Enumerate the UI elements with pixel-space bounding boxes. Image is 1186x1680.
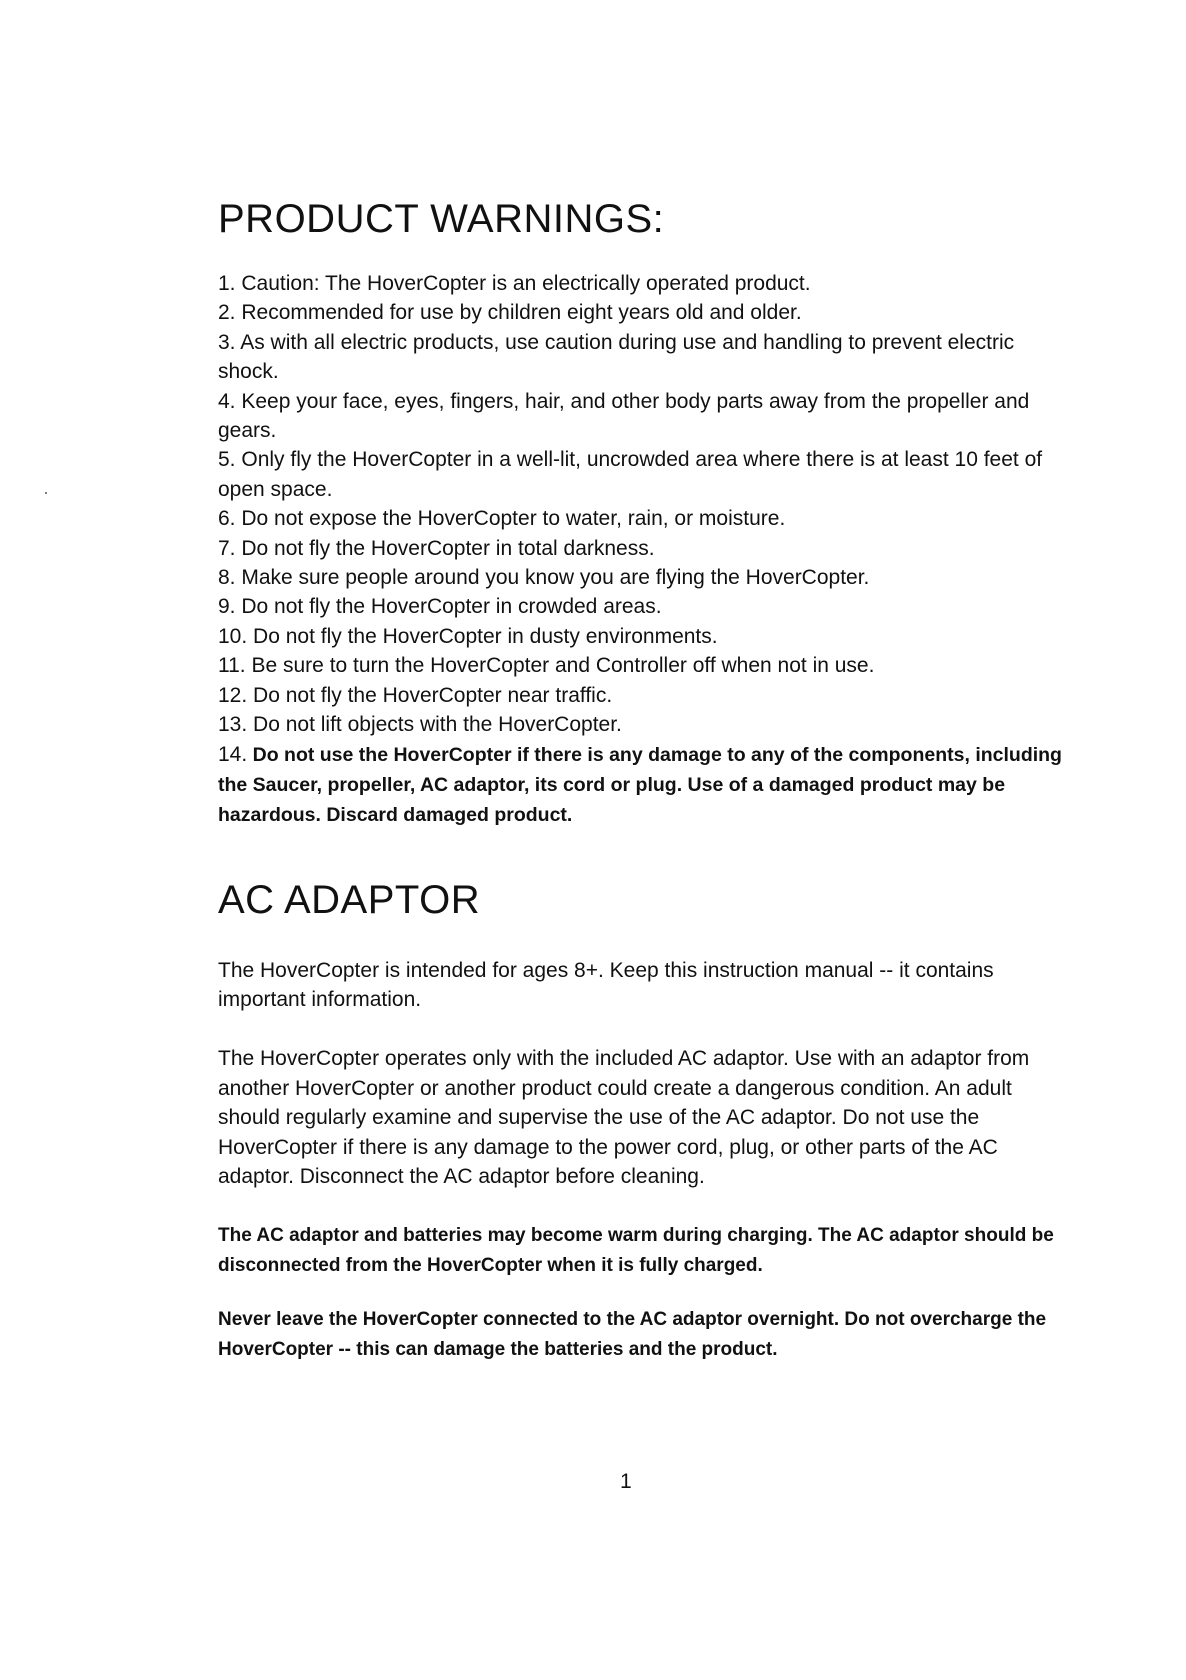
warning-item-7 <box>218 534 1068 563</box>
item-text: Do not fly the HoverCopter near traffic. <box>253 683 613 707</box>
warning-item-8 <box>218 563 1068 592</box>
warning-item-1 <box>218 269 1068 298</box>
warning-item-13 <box>218 710 1068 739</box>
warning-item-14 <box>218 740 1068 830</box>
ac-adaptor-intro-paragraph: The HoverCopter is intended for ages 8+. Keep this instruction manual -- it contains important information. <box>218 958 994 1011</box>
warning-item-6 <box>218 504 1068 533</box>
item-text: Do not use the HoverCopter if there is any damage to any of the components, including the Saucer, propeller, AC adaptor, its cord or plug. Use of a damaged product may be hazardous. Discard damaged product. <box>218 743 1062 826</box>
ac-adaptor-heading: AC ADAPTOR <box>218 877 481 922</box>
item-number: 2. <box>218 301 236 325</box>
item-number: 7. <box>218 536 236 560</box>
overnight-warning: Never leave the HoverCopter connected to the AC adaptor overnight. Do not overcharge the HoverCopter -- this can damage the batteries and the product. <box>218 1309 1047 1361</box>
item-number: 10. <box>218 624 248 648</box>
charging-warning: The AC adaptor and batteries may become warm during charging. The AC adaptor should be disconnected from the HoverCopter when it is fully charged. <box>218 1225 1054 1277</box>
item-number: 11. <box>218 654 246 678</box>
warning-item-10 <box>218 622 1068 651</box>
item-text: Do not fly the HoverCopter in total darkness. <box>241 536 655 560</box>
warning-item-5 <box>218 445 1068 504</box>
item-text: Do not lift objects with the HoverCopter. <box>253 713 622 737</box>
item-number: 13. <box>218 713 248 737</box>
page-content <box>218 195 1068 1389</box>
warnings-list <box>218 269 1068 830</box>
warning-item-3 <box>218 328 1068 387</box>
item-text: Keep your face, eyes, fingers, hair, and other body parts away from the propeller and gears. <box>218 389 1030 443</box>
warning-item-11 <box>218 651 1068 680</box>
ac-adaptor-usage-paragraph: The HoverCopter operates only with the included AC adaptor. Use with an adaptor from another HoverCopter or another product could create a dangerous condition. An adult should regularly examine and supervise the use of the AC adaptor. Do not use the HoverCopter if there is any damage to the power cord, plug, or other parts of the AC adaptor. Disconnect the AC adaptor before cleaning. <box>218 1047 1030 1188</box>
item-number: 4. <box>218 389 236 413</box>
item-text: Do not fly the HoverCopter in crowded areas. <box>241 595 662 619</box>
item-number: 5. <box>218 448 236 472</box>
item-text: Only fly the HoverCopter in a well-lit, uncrowded area where there is at least 10 feet of open space. <box>218 448 1043 501</box>
item-text: Caution: The HoverCopter is an electrically operated product. <box>241 272 811 295</box>
item-text: Make sure people around you know you are flying the HoverCopter. <box>241 566 870 590</box>
item-number: 8. <box>218 566 236 590</box>
product-warnings-heading: PRODUCT WARNINGS: <box>218 197 665 241</box>
item-number: 3. <box>218 330 236 354</box>
item-text: Recommended for use by children eight years old and older. <box>241 301 802 325</box>
warning-item-12 <box>218 681 1068 710</box>
item-text: Be sure to turn the HoverCopter and Controller off when not in use. <box>251 654 875 678</box>
scan-speck <box>45 492 47 494</box>
item-number: 6. <box>218 507 236 531</box>
item-text: As with all electric products, use caution during use and handling to prevent electric shock. <box>218 330 1015 384</box>
item-number: 1. <box>218 272 236 295</box>
warning-item-4 <box>218 387 1068 446</box>
warning-item-2 <box>218 298 1068 327</box>
item-number: 14. <box>218 742 248 766</box>
item-number: 12. <box>218 683 248 707</box>
item-text: Do not fly the HoverCopter in dusty environments. <box>253 624 718 648</box>
item-number: 9. <box>218 595 236 619</box>
warning-item-9 <box>218 592 1068 621</box>
item-text: Do not expose the HoverCopter to water, rain, or moisture. <box>241 507 786 531</box>
page-number: 1 <box>620 1470 632 1493</box>
